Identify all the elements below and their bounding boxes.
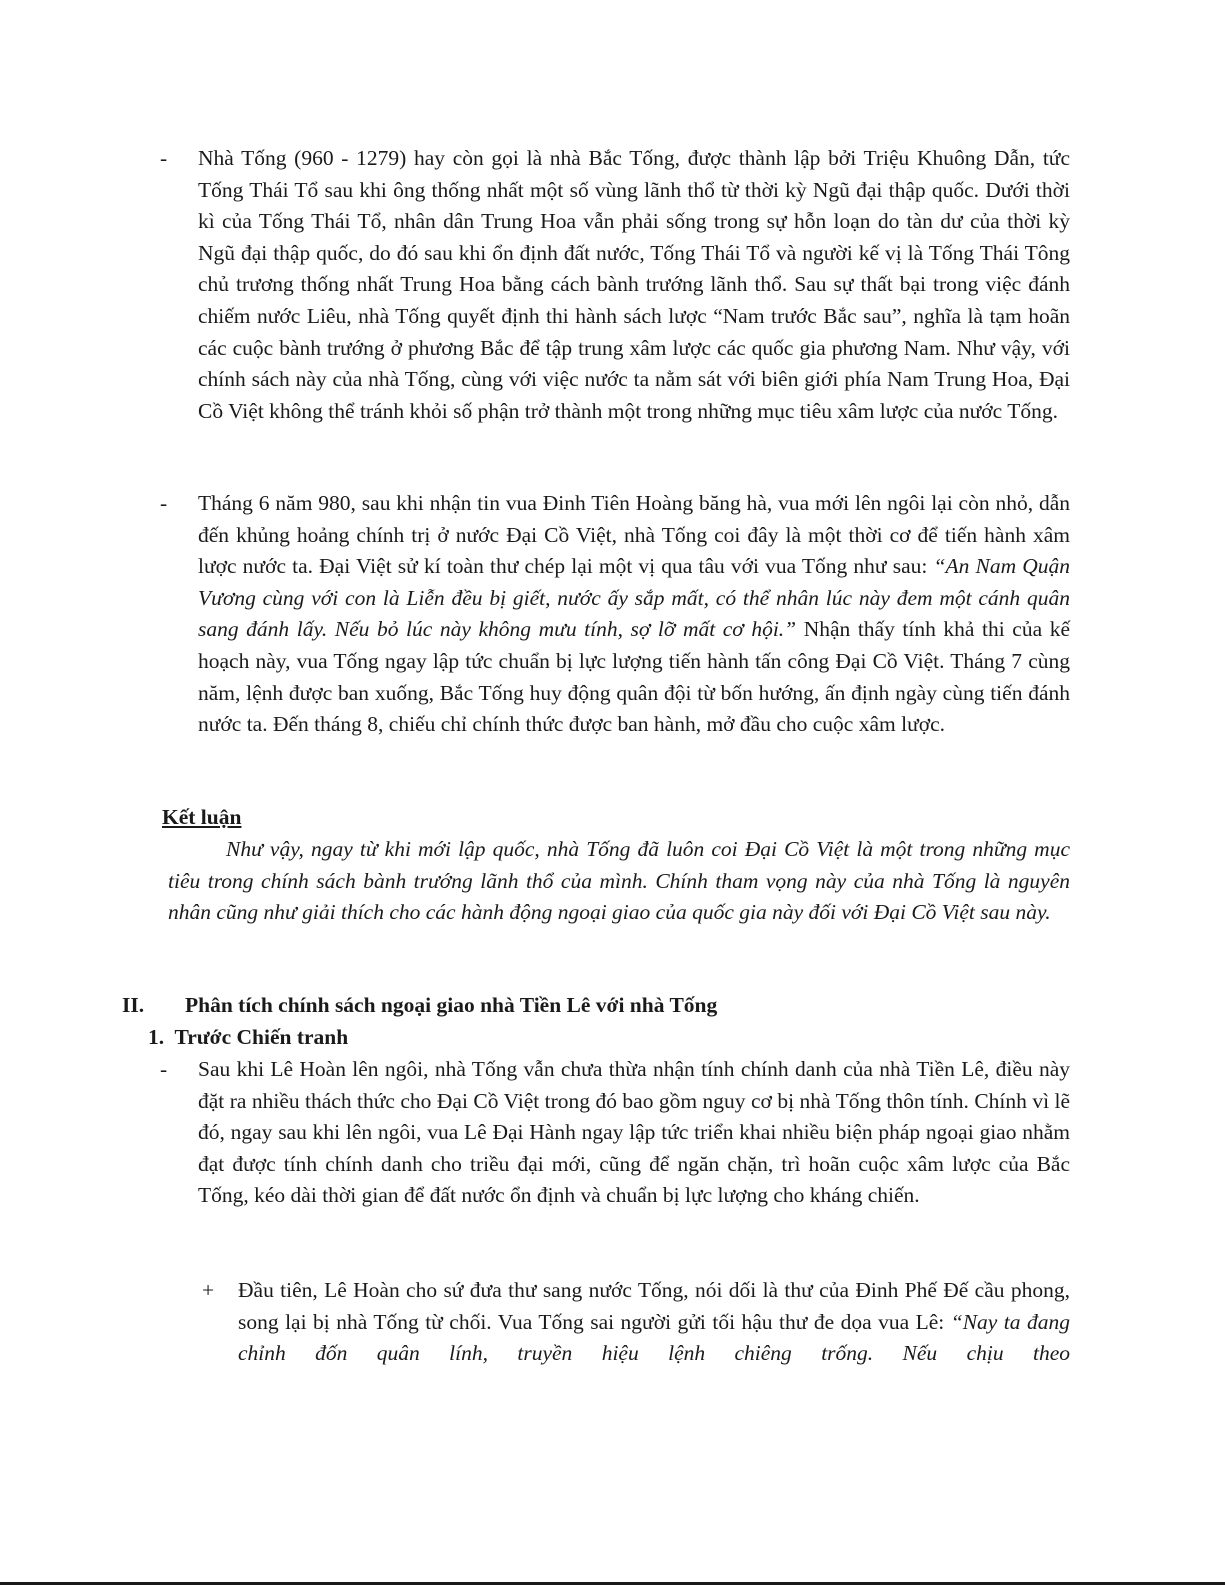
- section-number: II.: [122, 993, 145, 1017]
- conclusion-text: Như vậy, ngay từ khi mới lập quốc, nhà Tống đã luôn coi Đại Cồ Việt là một trong những mục tiêu trong chính sách bành trướng lãnh thổ của mình. Chính tham vọng này của nhà Tống là nguyên nhân cũng như giải thích cho các hành động ngoại giao của quốc gia này đối với Đại Cồ Việt sau này.: [168, 837, 1070, 925]
- subsection-title: 1. Trước Chiến tranh: [148, 1025, 349, 1049]
- dash-bullet: -: [160, 1057, 168, 1081]
- paragraph-text: Tháng 6 năm 980, sau khi nhận tin vua Đinh Tiên Hoàng băng hà, vua mới lên ngôi lại còn nhỏ, dẫn đến khủng hoảng chính trị ở nước Đại Cồ Việt, nhà Tống coi đây là một thời cơ để tiến hành xâm lược nước ta. Đại Việt sử kí toàn thư chép lại một vị qua tâu với vua Tống như sau:: [198, 491, 1070, 579]
- paragraph-diplomacy: [238, 1275, 1070, 1370]
- paragraph-980-invasion: [198, 488, 1070, 741]
- paragraph-song-dynasty: Nhà Tống (960 - 1279) hay còn gọi là nhà Bắc Tống, được thành lập bởi Triệu Khuông Dẫn, tức Tống Thái Tổ sau khi ông thống nhất một số vùng lãnh thổ từ thời kỳ Ngũ đại thập quốc. Dưới thời kì của Tống Thái Tổ, nhân dân Trung Hoa vẫn phải sống trong sự hỗn loạn do tàn dư của thời kỳ Ngũ đại thập quốc, do đó sau khi ổn định đất nước, Tống Thái Tổ và người kế vị là Tống Thái Tông chủ trương thống nhất Trung Hoa bằng cách bành trướng lãnh thổ. Sau sự thất bại trong việc đánh chiếm nước Liêu, nhà Tống quyết định thi hành sách lược “Nam trước Bắc sau”, nghĩa là tạm hoãn các cuộc bành trướng ở phương Bắc để tập trung xâm lược các quốc gia phương Nam. Như vậy, với chính sách này của nhà Tống, cùng với việc nước ta nằm sát với biên giới phía Nam Trung Hoa, Đại Cồ Việt không thể tránh khỏi số phận trở thành một trong những mục tiêu xâm lược của nước Tống.: [198, 146, 1070, 423]
- dash-bullet: -: [160, 146, 168, 170]
- section-title: Phân tích chính sách ngoại giao nhà Tiền Lê với nhà Tống: [185, 993, 718, 1017]
- paragraph-text: Nhận thấy tính khả thi của kế hoạch này, vua Tống ngay lập tức chuẩn bị lực lượng tiến hành tấn công Đại Cồ Việt. Tháng 7 cùng năm, lệnh được ban xuống, Bắc Tống huy động quân đội từ bốn hướng, ấn định ngày cùng tiến đánh nước ta. Đến tháng 8, chiếu chỉ chính thức được ban hành, mở đầu cho cuộc xâm lược.: [198, 617, 1070, 737]
- conclusion-heading: Kết luận: [162, 805, 242, 829]
- plus-bullet: +: [202, 1278, 215, 1302]
- historical-quote: “Nay ta đang chỉnh đốn quân lính, truyền hiệu lệnh chiêng trống. Nếu chịu theo: [238, 1309, 1070, 1366]
- paragraph-le-hoan: Sau khi Lê Hoàn lên ngôi, nhà Tống vẫn chưa thừa nhận tính chính danh của nhà Tiền Lê, điều này đặt ra nhiều thách thức cho Đại Cồ Việt trong đó bao gồm nguy cơ bị nhà Tống thôn tính. Chính vì lẽ đó, ngay sau khi lên ngôi, vua Lê Đại Hành ngay lập tức triển khai nhiều biện pháp ngoại giao nhằm đạt được tính chính danh cho triều đại mới, cũng để ngăn chặn, trì hoãn cuộc xâm lược của Bắc Tống, kéo dài thời gian để đất nước ổn định và chuẩn bị lực lượng cho kháng chiến.: [198, 1057, 1070, 1208]
- historical-quote: “An Nam Quận Vương cùng với con là Liễn đều bị giết, nước ấy sắp mất, có thể nhân lúc này đem một cánh quân sang đánh lấy. Nếu bỏ lúc này không mưu tính, sợ lỡ mất cơ hội.”: [198, 554, 1071, 642]
- dash-bullet: -: [160, 491, 168, 515]
- paragraph-text: Đầu tiên, Lê Hoàn cho sứ đưa thư sang nước Tống, nói dối là thư của Đinh Phế Đế cầu phong, song lại bị nhà Tống từ chối. Vua Tống sai người gửi tối hậu thư đe dọa vua Lê:: [238, 1278, 1070, 1334]
